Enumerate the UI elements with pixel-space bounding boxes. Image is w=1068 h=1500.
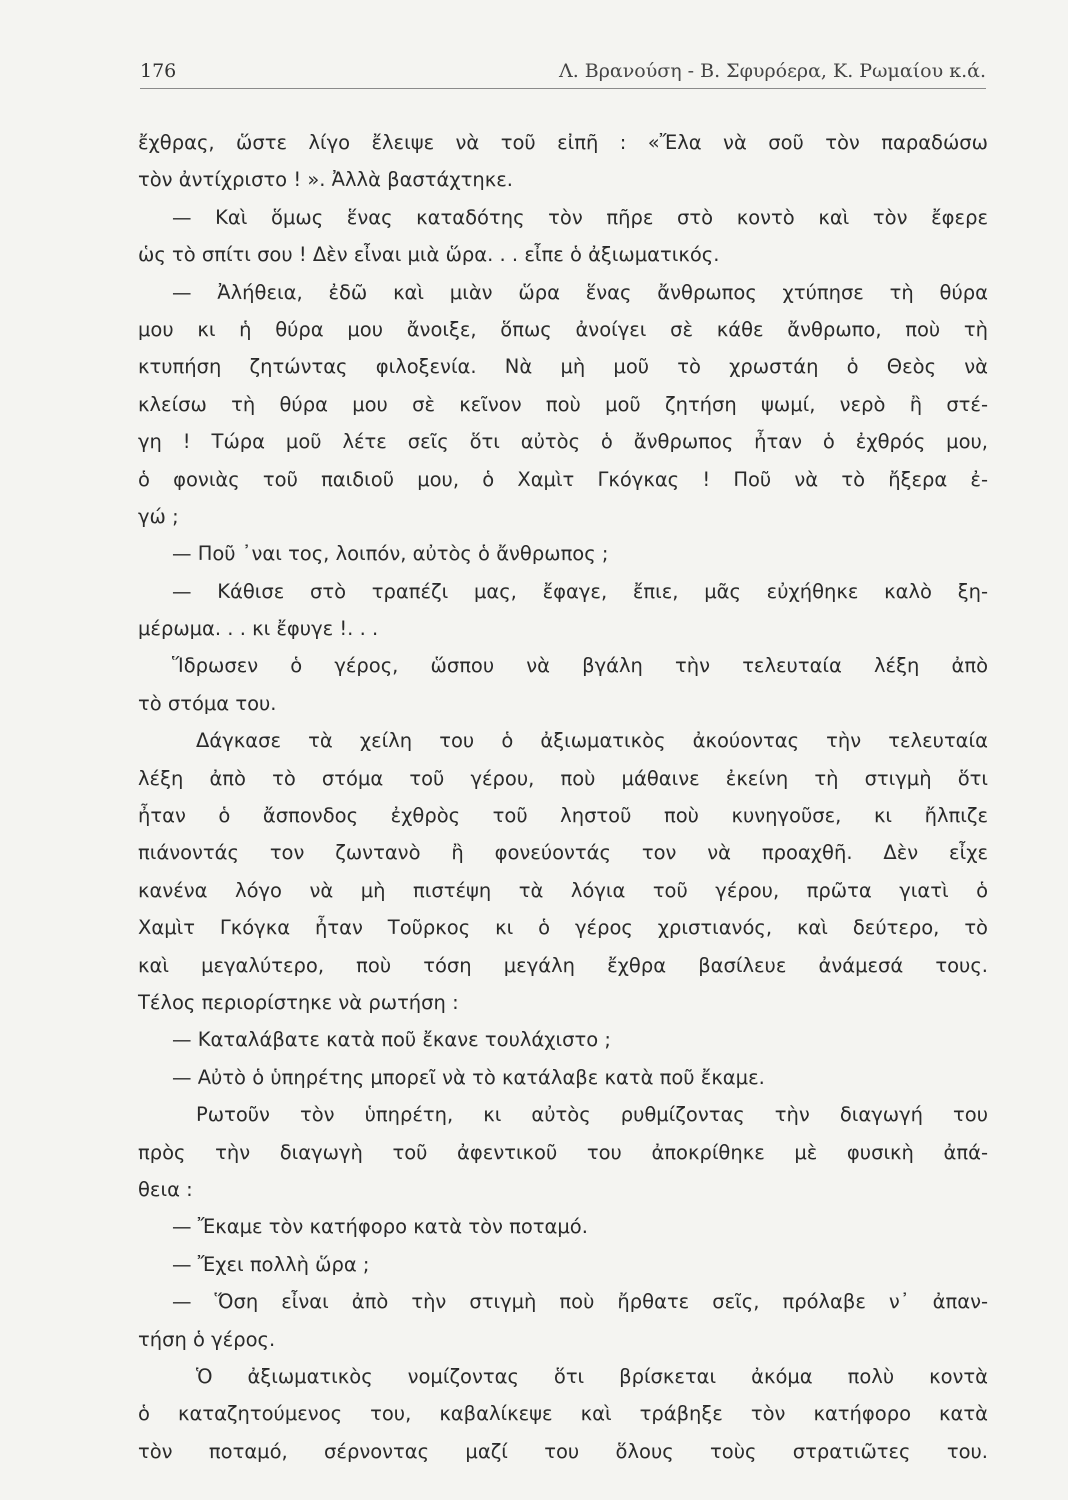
text-line: γη ! Τώρα μοῦ λέτε σεῖς ὅτι αὐτὸς ὁ ἄνθρωπος ἦταν ὁ ἐχθρός μου,	[138, 430, 988, 454]
text-line: — Ἀλήθεια, ἐδῶ καὶ μιὰν ὥρα ἕνας ἄνθρωπος χτύπησε τὴ θύρα	[172, 280, 988, 304]
text-line: λέξη ἀπὸ τὸ στόμα τοῦ γέρου, ποὺ μάθαινε ἐκείνη τὴ στιγμὴ ὅτι	[138, 766, 988, 790]
running-head: Λ. Βρανούση - Β. Σφυρόερα, Κ. Ρωμαίου κ.ά.	[558, 60, 986, 82]
text-line: μέρωμα. . . κι ἔφυγε !. . .	[138, 617, 379, 641]
text-line: Δάγκασε τὰ χείλη του ὁ ἀξιωματικὸς ἀκούοντας τὴν τελευταία	[196, 729, 988, 753]
text-line: — Ὅση εἶναι ἀπὸ τὴν στιγμὴ ποὺ ἤρθατε σεῖς, πρόλαβε ν᾿ ἀπαν-	[172, 1290, 988, 1314]
text-line: ἔχθρας, ὥστε λίγο ἔλειψε νὰ τοῦ εἰπῆ : «Ἔλα νὰ σοῦ τὸν παραδώσω	[138, 131, 988, 154]
text-line: Τέλος περιορίστηκε νὰ ρωτήση :	[138, 990, 459, 1014]
text-line: τὸν ποταμό, σέρνοντας μαζί του ὅλους τοὺς στρατιῶτες του.	[138, 1439, 988, 1463]
body-text	[138, 124, 988, 1470]
text-line: ὁ φονιὰς τοῦ παιδιοῦ μου, ὁ Χαμὶτ Γκόγκας ! Ποῦ νὰ τὸ ἤξερα ἐ-	[138, 467, 988, 491]
text-line: Χαμὶτ Γκόγκα ἦταν Τοῦρκος κι ὁ γέρος χριστιανός, καὶ δεύτερο, τὸ	[138, 916, 988, 940]
text-line: θεια :	[138, 1177, 193, 1201]
text-line: τὸν ἀντίχριστο ! ». Ἀλλὰ βαστάχτηκε.	[138, 168, 513, 192]
page-header	[140, 50, 986, 89]
text-line: Ρωτοῦν τὸν ὑπηρέτη, κι αὐτὸς ρυθμίζοντας τὴν διαγωγή του	[196, 1103, 988, 1127]
text-line: — Κάθισε στὸ τραπέζι μας, ἔφαγε, ἔπιε, μᾶς εὐχήθηκε καλὸ ξη-	[172, 579, 988, 603]
text-line: — Ἔχει πολλὴ ὥρα ;	[172, 1252, 370, 1276]
text-line: — Ποῦ ᾿ναι τος, λοιπόν, αὐτὸς ὁ ἄνθρωπος ;	[172, 542, 609, 566]
text-line: κανένα λόγο νὰ μὴ πιστέψη τὰ λόγια τοῦ γέρου, πρῶτα γιατὶ ὁ	[138, 878, 988, 902]
text-line: ὡς τὸ σπίτι σου ! Δὲν εἶναι μιὰ ὥρα. . . εἶπε ὁ ἀξιωματικός.	[138, 243, 720, 267]
text-line: Ἵδρωσεν ὁ γέρος, ὥσπου νὰ βγάλη τὴν τελευταία λέξη ἀπὸ	[172, 654, 988, 678]
page-number: 176	[140, 60, 177, 82]
text-line: κτυπήση ζητώντας φιλοξενία. Νὰ μὴ μοῦ τὸ χρωστάη ὁ Θεὸς νὰ	[138, 355, 988, 379]
text-line: ἦταν ὁ ἄσπονδος ἐχθρὸς τοῦ ληστοῦ ποὺ κυνηγοῦσε, κι ἤλπιζε	[138, 804, 988, 828]
text-line: τὸ στόμα του.	[138, 691, 277, 715]
text-line: — Καταλάβατε κατὰ ποῦ ἔκανε τουλάχιστο ;	[172, 1028, 611, 1052]
text-line: Ὁ ἀξιωματικὸς νομίζοντας ὅτι βρίσκεται ἀκόμα πολὺ κοντὰ	[196, 1364, 988, 1388]
text-line: κλείσω τὴ θύρα μου σὲ κεῖνον ποὺ μοῦ ζητήση ψωμί, νερὸ ἢ στέ-	[138, 392, 988, 416]
text-line: — Καὶ ὅμως ἕνας καταδότης τὸν πῆρε στὸ κοντὸ καὶ τὸν ἔφερε	[172, 205, 988, 229]
text-line: καὶ μεγαλύτερο, ποὺ τόση μεγάλη ἔχθρα βασίλευε ἀνάμεσά τους.	[138, 953, 988, 977]
text-line: — Ἔκαμε τὸν κατήφορο κατὰ τὸν ποταμό.	[172, 1215, 588, 1239]
text-line: πιάνοντάς τον ζωντανὸ ἢ φονεύοντάς τον νὰ προαχθῆ. Δὲν εἶχε	[138, 841, 988, 865]
text-line: γώ ;	[138, 504, 179, 528]
text-line: μου κι ἡ θύρα μου ἄνοιξε, ὅπως ἀνοίγει σὲ κάθε ἄνθρωπο, ποὺ τὴ	[138, 317, 988, 341]
text-line: ὁ καταζητούμενος του, καβαλίκεψε καὶ τράβηξε τὸν κατήφορο κατὰ	[138, 1402, 988, 1426]
text-line: — Αὐτὸ ὁ ὑπηρέτης μπορεῖ νὰ τὸ κατάλαβε κατὰ ποῦ ἔκαμε.	[172, 1065, 765, 1089]
text-line: πρὸς τὴν διαγωγὴ τοῦ ἀφεντικοῦ του ἀποκρίθηκε μὲ φυσικὴ ἀπά-	[138, 1140, 988, 1164]
text-line: τήση ὁ γέρος.	[138, 1327, 276, 1351]
